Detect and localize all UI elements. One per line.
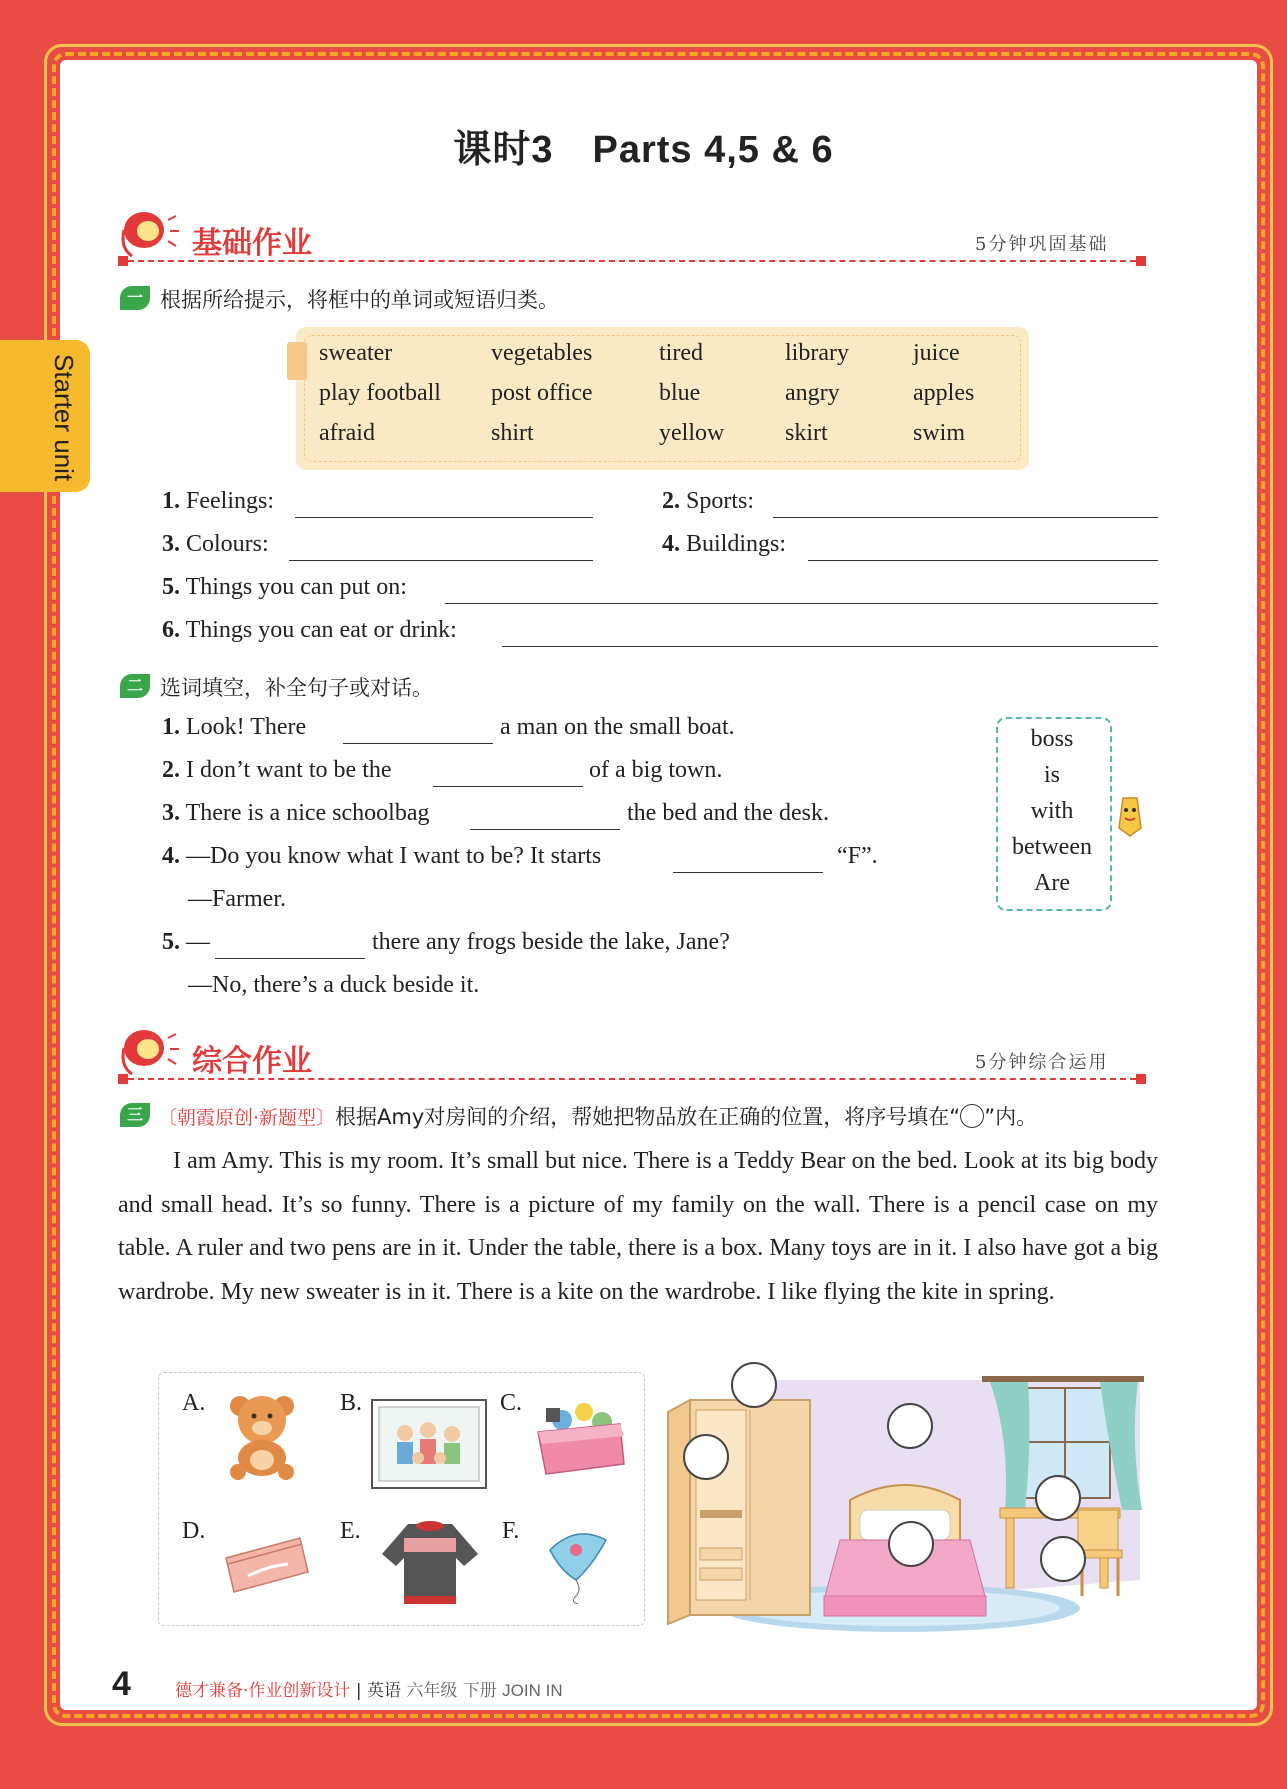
answer-blank[interactable] (343, 743, 493, 744)
word: tired (659, 340, 703, 366)
answer-circle[interactable] (1035, 1475, 1081, 1521)
answer-circle[interactable] (683, 1434, 729, 1480)
word: afraid (319, 420, 375, 446)
word: library (785, 340, 849, 366)
word: skirt (785, 420, 828, 446)
word: swim (913, 420, 966, 446)
word: angry (785, 380, 840, 406)
toy-box-icon (532, 1392, 628, 1480)
page-title: 课时3 Parts 4,5 & 6 (453, 129, 834, 171)
word: yellow (659, 420, 725, 446)
q2-item-5-reply: —No, there’s a duck beside it. (188, 972, 480, 998)
divider-end-right (1136, 256, 1146, 266)
answer-blank[interactable] (673, 872, 823, 873)
q2-item-1: 1. Look! There (162, 714, 307, 740)
section-divider (128, 260, 1136, 262)
section-basic-heading: 基础作业 (192, 226, 312, 261)
family-picture-icon (370, 1398, 488, 1490)
reading-passage: I am Amy. This is my room. It’s small but nice. There is a Teddy Bear on the bed. Look at its big body and small head. It’s so funny. There is a picture of my family on the wall. There is a pencil case on my table. A ruler and two pens are in it. Under the table, there is a box. Many toys are in it. I also have got a big wardrobe. My new sweater is in it. There is a kite on the wardrobe. I like flying the kite in spring. (118, 1148, 1158, 1305)
option-label: A. (182, 1390, 206, 1416)
answer-circle[interactable] (1040, 1536, 1086, 1582)
kite-icon (536, 1520, 620, 1604)
q2-item-4-after: “F”. (837, 843, 878, 869)
word: play football (319, 380, 441, 406)
option-label: E. (340, 1518, 361, 1544)
option-label: C. (500, 1390, 523, 1416)
answer-circle-icon (960, 1104, 984, 1128)
pencil-mascot-icon (1113, 792, 1147, 838)
fill-item-2: 2. Sports: (662, 488, 755, 514)
choice-word: Are (1034, 870, 1070, 896)
q2-item-3: 3. There is a nice schoolbag (162, 800, 430, 826)
pencil-case-icon (218, 1528, 314, 1598)
word: blue (659, 380, 701, 406)
q2-item-2: 2. I don’t want to be the (162, 757, 392, 783)
word: post office (491, 380, 593, 406)
answer-blank[interactable] (445, 603, 1158, 604)
word: vegetables (491, 340, 593, 366)
answer-blank[interactable] (215, 958, 365, 959)
option-label: B. (340, 1390, 363, 1416)
page-number: 4 (112, 1665, 131, 1703)
answer-blank[interactable] (295, 517, 593, 518)
question-instruction: 根据所给提示，将框中的单词或短语归类。 (160, 288, 559, 312)
section-comprehensive-note: 5分钟综合运用 (975, 1052, 1109, 1073)
section-divider (128, 1078, 1136, 1080)
q2-item-5-after: there any frogs beside the lake, Jane? (372, 929, 730, 955)
answer-circle[interactable] (888, 1521, 934, 1567)
q2-item-1-after: a man on the small boat. (500, 714, 735, 740)
lamp-icon (118, 206, 180, 260)
word-box-tab (287, 342, 307, 380)
question-instruction: 〔朝霞原创·新题型〕根据Amy对房间的介绍，帮她把物品放在正确的位置，将序号填在“ ”内。 (158, 1105, 1038, 1129)
choice-word: with (1030, 798, 1074, 824)
lamp-icon (118, 1024, 180, 1078)
fill-item-4: 4. Buildings: (662, 531, 787, 557)
divider-end-left (118, 256, 128, 266)
question-instruction: 选词填空，补全句子或对话。 (160, 676, 433, 700)
q2-item-5: 5. — (162, 929, 210, 955)
word: sweater (319, 340, 393, 366)
q2-item-4-reply: —Farmer. (188, 886, 286, 912)
option-label: D. (182, 1518, 206, 1544)
choice-word: between (1012, 834, 1092, 860)
answer-blank[interactable] (470, 829, 620, 830)
sweater-icon (378, 1518, 482, 1608)
word: apples (913, 380, 975, 406)
divider-end-right (1136, 1074, 1146, 1084)
divider-end-left (118, 1074, 128, 1084)
section-comprehensive-heading: 综合作业 (192, 1044, 312, 1079)
choice-word: is (1043, 762, 1060, 788)
side-tab-label: Starter unit (49, 354, 79, 482)
answer-blank[interactable] (289, 560, 593, 561)
fill-item-5: 5. Things you can put on: (162, 574, 407, 600)
answer-blank[interactable] (808, 560, 1158, 561)
word: juice (913, 340, 960, 366)
answer-circle[interactable] (887, 1403, 933, 1449)
answer-blank[interactable] (502, 646, 1158, 647)
option-label: F. (502, 1518, 520, 1544)
question-badge: 一 (120, 286, 150, 310)
side-tab (0, 340, 90, 492)
q2-item-3-after: the bed and the desk. (627, 800, 829, 826)
question-badge: 三 (120, 1103, 150, 1127)
footer-series: 德才兼备·作业创新设计 | 英语 六年级 下册 JOIN IN (175, 1681, 563, 1701)
teddy-bear-icon (218, 1388, 310, 1480)
fill-item-6: 6. Things you can eat or drink: (162, 617, 457, 643)
answer-blank[interactable] (773, 517, 1158, 518)
q2-item-4: 4. —Do you know what I want to be? It starts (162, 843, 602, 869)
question-badge: 二 (120, 674, 150, 698)
fill-item-3: 3. Colours: (162, 531, 269, 557)
answer-circle[interactable] (731, 1362, 777, 1408)
fill-item-1: 1. Feelings: (162, 488, 274, 514)
answer-blank[interactable] (433, 786, 583, 787)
choice-word: boss (1030, 726, 1074, 752)
section-basic-note: 5分钟巩固基础 (975, 234, 1109, 255)
q2-item-2-after: of a big town. (589, 757, 723, 783)
word: shirt (491, 420, 534, 446)
